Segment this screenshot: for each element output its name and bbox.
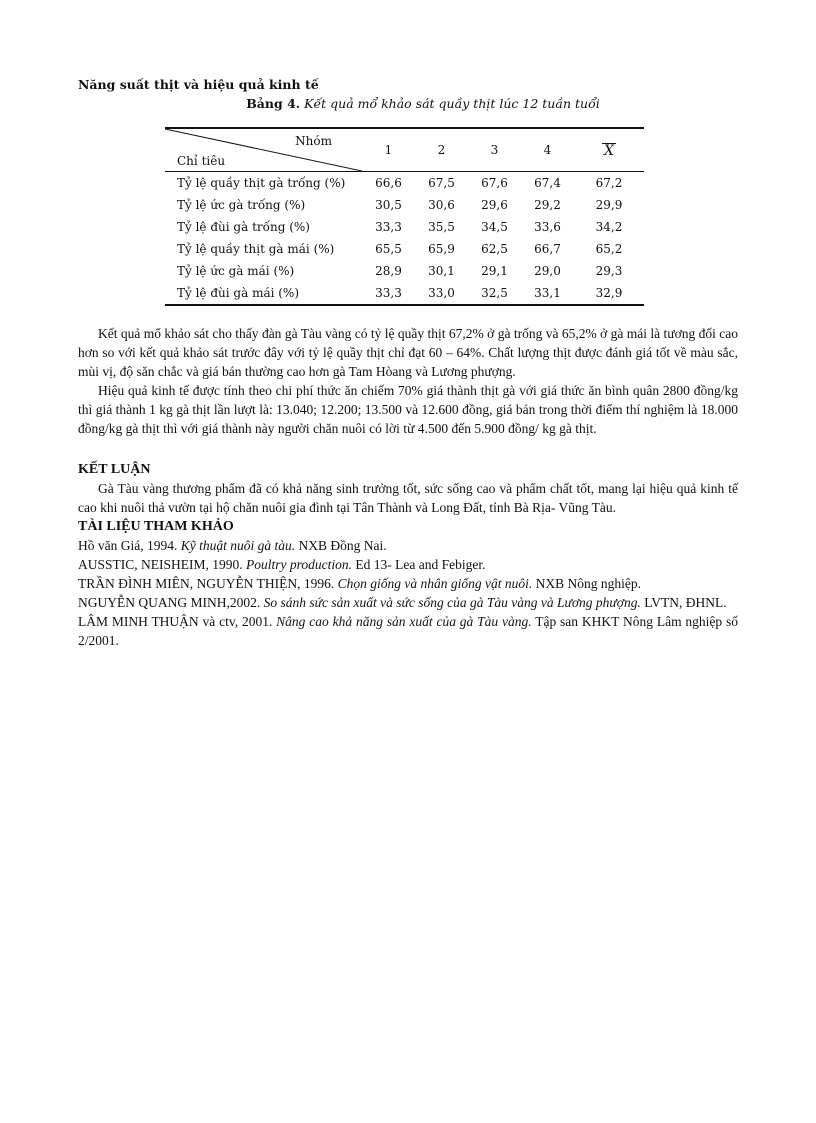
section-title: Năng suất thịt và hiệu quả kinh tế xyxy=(78,77,319,92)
header-group: Nhóm xyxy=(295,134,332,148)
table-cell: 67,6 xyxy=(481,176,508,190)
table-cell: 66,7 xyxy=(534,242,561,256)
row-label: Tỷ lệ đùi gà mái (%) xyxy=(165,282,362,305)
reference-authors: AUSSTIC, NEISHEIM, 1990. xyxy=(78,557,247,572)
reference-source: LVTN, ĐHNL. xyxy=(640,595,727,610)
table-row xyxy=(165,260,644,282)
table-cell: 33,0 xyxy=(415,282,468,305)
table-caption-text: Kết quả mổ khảo sát quầy thịt lúc 12 tuần tuổi xyxy=(304,96,600,111)
reference-title: So sánh sức sản xuất và sức sống của gà Tàu vàng và Lương phượng. xyxy=(263,595,641,610)
reference-item xyxy=(78,574,738,593)
table-row xyxy=(165,216,644,238)
reference-source: NXB Nông nghiệp. xyxy=(532,576,641,591)
reference-title: Kỹ thuật nuôi gà tàu. xyxy=(180,538,296,553)
header-indicator: Chỉ tiêu xyxy=(177,154,226,168)
reference-source: NXB Đồng Nai. xyxy=(295,538,387,553)
row-label: Tỷ lệ đùi gà trống (%) xyxy=(177,220,310,234)
table-cell-mean: 32,9 xyxy=(574,282,644,305)
table-cell: 33,3 xyxy=(375,220,402,234)
reference-authors: NGUYỄN QUANG MINH,2002. xyxy=(78,595,264,610)
table-cell: 66,6 xyxy=(375,176,402,190)
table-cell: 29,6 xyxy=(481,198,508,212)
reference-item xyxy=(78,612,738,650)
row-label: Tỷ lệ ức gà mái (%) xyxy=(177,264,295,278)
column-header: 2 xyxy=(415,128,468,172)
data-table xyxy=(165,127,644,306)
table-cell-mean: 34,2 xyxy=(595,220,623,234)
body-paragraph: Kết quả mổ khảo sát cho thấy đàn gà Tàu vàng có tỷ lệ quầy thịt 67,2% ở gà trống và 65,2% ở gà mái là tương đối cao hơn so với kết quả khảo sát trước đây với tỷ lệ quầy thịt chỉ đạt 60 – 64%. Chất lượng thịt được đánh giá tốt về màu sắc, mùi vị, độ săn chắc và giá bán thường cao hơn gà Tam Hòang và Lương phượng. xyxy=(78,326,738,379)
table-cell: 67,5 xyxy=(428,176,455,190)
mean-symbol: X xyxy=(604,142,614,159)
column-header: 3 xyxy=(468,128,521,172)
table-cell-mean: 65,2 xyxy=(595,242,623,256)
table-cell: 33,1 xyxy=(521,282,574,305)
table-cell: 30,1 xyxy=(428,264,455,278)
reference-item xyxy=(78,536,738,555)
table-cell: 29,0 xyxy=(534,264,561,278)
reference-authors: LÂM MINH THUẬN và ctv, 2001. xyxy=(78,614,277,629)
reference-title: Nâng cao khả năng sản xuất của gà Tàu vàng. xyxy=(276,614,532,629)
row-label: Tỷ lệ ức gà trống (%) xyxy=(177,198,306,212)
table-cell: 33,3 xyxy=(362,282,415,305)
reference-source: Tập san KHKT Nông Lâm nghiệp số 2/2001. xyxy=(78,614,739,648)
table-cell-mean: 67,2 xyxy=(595,176,623,190)
reference-item xyxy=(78,593,738,612)
references-heading: TÀI LIỆU THAM KHẢO xyxy=(78,519,234,534)
table-cell: 30,5 xyxy=(375,198,402,212)
table-cell: 65,9 xyxy=(428,242,455,256)
table-cell: 65,5 xyxy=(375,242,402,256)
table-cell: 62,5 xyxy=(481,242,508,256)
conclusion-text: Gà Tàu vàng thương phẩm đã có khả năng sinh trưởng tốt, sức sống cao và phẩm chất tốt, mang lại hiệu quả kinh tế cao khi nuôi thả vườn tại hộ chăn nuôi gia đình tại Tân Thành và Long Đất, tỉnh Bà Rịa- Vũng Tàu. xyxy=(78,481,738,515)
page-content xyxy=(78,76,738,650)
table-corner-header xyxy=(165,128,362,172)
table-cell-mean: 29,3 xyxy=(595,264,623,278)
table-cell: 28,9 xyxy=(375,264,402,278)
body-paragraph: Hiệu quả kinh tế được tính theo chi phí thức ăn chiếm 70% giá thành thịt gà với giá thức ăn bình quân 2800 đồng/kg thì giá thành 1 kg gà thịt lần lượt là: 13.040; 12.200; 13.500 và 12.600 đồng, giá bán trong thời điểm thí nghiệm là 18.000 đồng/kg gà thịt thì với giá thành này người chăn nuôi có lời từ 4.500 đến 5.900 đồng/ kg gà thịt. xyxy=(78,383,738,436)
table-row xyxy=(165,282,644,305)
table-cell: 33,6 xyxy=(534,220,561,234)
table-cell: 35,5 xyxy=(428,220,455,234)
table-cell-mean: 29,9 xyxy=(595,198,623,212)
table-caption xyxy=(78,95,738,113)
column-header-mean xyxy=(574,128,644,172)
conclusion-heading: KẾT LUẬN xyxy=(78,462,151,477)
row-label: Tỷ lệ quầy thịt gà mái (%) xyxy=(177,242,335,256)
table-row xyxy=(165,172,644,195)
reference-title: Poultry production. xyxy=(246,557,353,572)
table-cell: 30,6 xyxy=(428,198,455,212)
reference-item xyxy=(78,555,738,574)
table-row xyxy=(165,194,644,216)
reference-authors: Hồ văn Giá, 1994. xyxy=(78,538,181,553)
reference-title: Chọn giống và nhân giống vật nuôi. xyxy=(337,576,533,591)
table-cell: 34,5 xyxy=(481,220,508,234)
table-caption-label: Bảng 4. xyxy=(246,96,301,111)
column-header: 1 xyxy=(362,128,415,172)
table-row xyxy=(165,238,644,260)
reference-source: Ed 13- Lea and Febiger. xyxy=(352,557,486,572)
table-cell: 29,1 xyxy=(481,264,508,278)
table-cell: 32,5 xyxy=(468,282,521,305)
table-cell: 29,2 xyxy=(534,198,561,212)
row-label: Tỷ lệ quầy thịt gà trống (%) xyxy=(177,176,346,190)
column-header: 4 xyxy=(521,128,574,172)
table-cell: 67,4 xyxy=(534,176,561,190)
reference-authors: TRẦN ĐÌNH MIÊN, NGUYỄN THIỆN, 1996. xyxy=(78,576,338,591)
